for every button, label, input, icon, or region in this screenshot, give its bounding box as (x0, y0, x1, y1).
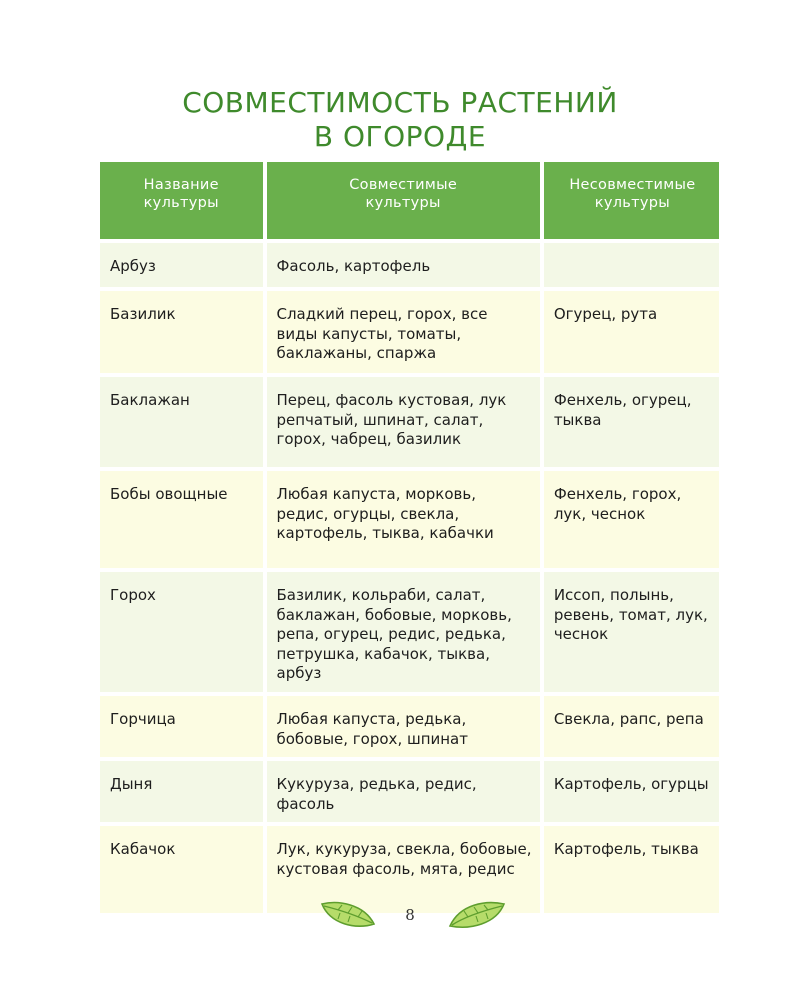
header-label: Совместимые культуры (349, 177, 458, 211)
page-footer (0, 898, 800, 938)
table-row (100, 377, 719, 467)
cell-compatible: Сладкий перец, горох, все виды капусты, томаты, баклажаны, спаржа (267, 291, 540, 373)
cell-compatible: Лук, кукуруза, свекла, бобовые, кустовая фасоль, мята, редис (267, 826, 540, 913)
table-row (100, 291, 719, 373)
header-incompatible (544, 162, 719, 239)
table-row (100, 761, 719, 822)
title-line-1: СОВМЕСТИМОСТЬ РАСТЕНИЙ (182, 86, 618, 119)
cell-compatible: Любая капуста, морковь, редис, огурцы, свекла, картофель, тыква, кабачки (267, 471, 540, 568)
cell-compatible: Любая капуста, редька, бобовые, горох, шпинат (267, 696, 540, 757)
cell-crop-name: Бобы овощные (100, 471, 263, 568)
cell-compatible: Перец, фасоль кустовая, лук репчатый, шпинат, салат, горох, чабрец, базилик (267, 377, 540, 467)
cell-crop-name: Горчица (100, 696, 263, 757)
cell-incompatible: Фенхель, горох, лук, чеснок (544, 471, 719, 568)
header-label: Несовместимые культуры (569, 177, 696, 211)
table-row (100, 243, 719, 287)
compatibility-table (96, 158, 723, 917)
cell-crop-name: Дыня (100, 761, 263, 822)
table-header-row (100, 162, 719, 239)
cell-incompatible: Иссоп, полынь, ревень, томат, лук, чеснок (544, 572, 719, 692)
cell-incompatible: Картофель, огурцы (544, 761, 719, 822)
leaf-icon (320, 900, 376, 930)
cell-crop-name: Баклажан (100, 377, 263, 467)
page-number: 8 (405, 906, 415, 924)
cell-compatible: Фасоль, картофель (267, 243, 540, 287)
header-compatible (267, 162, 540, 239)
cell-incompatible: Огурец, рута (544, 291, 719, 373)
table-row (100, 572, 719, 692)
cell-compatible: Базилик, кольраби, салат, баклажан, бобовые, морковь, репа, огурец, редис, редька, петрушка, кабачок, тыква, арбуз (267, 572, 540, 692)
cell-incompatible: Фенхель, огурец, тыква (544, 377, 719, 467)
cell-incompatible: Свекла, рапс, репа (544, 696, 719, 757)
page-title (0, 86, 800, 154)
cell-incompatible: Картофель, тыква (544, 826, 719, 913)
title-line-2: В ОГОРОДЕ (313, 120, 487, 153)
cell-incompatible (544, 243, 719, 287)
table-row (100, 696, 719, 757)
cell-crop-name: Кабачок (100, 826, 263, 913)
header-crop-name (100, 162, 263, 239)
cell-compatible: Кукуруза, редька, редис, фасоль (267, 761, 540, 822)
cell-crop-name: Горох (100, 572, 263, 692)
table-row (100, 471, 719, 568)
cell-crop-name: Арбуз (100, 243, 263, 287)
leaf-icon (446, 900, 506, 930)
header-label: Название культуры (143, 177, 219, 211)
cell-crop-name: Базилик (100, 291, 263, 373)
